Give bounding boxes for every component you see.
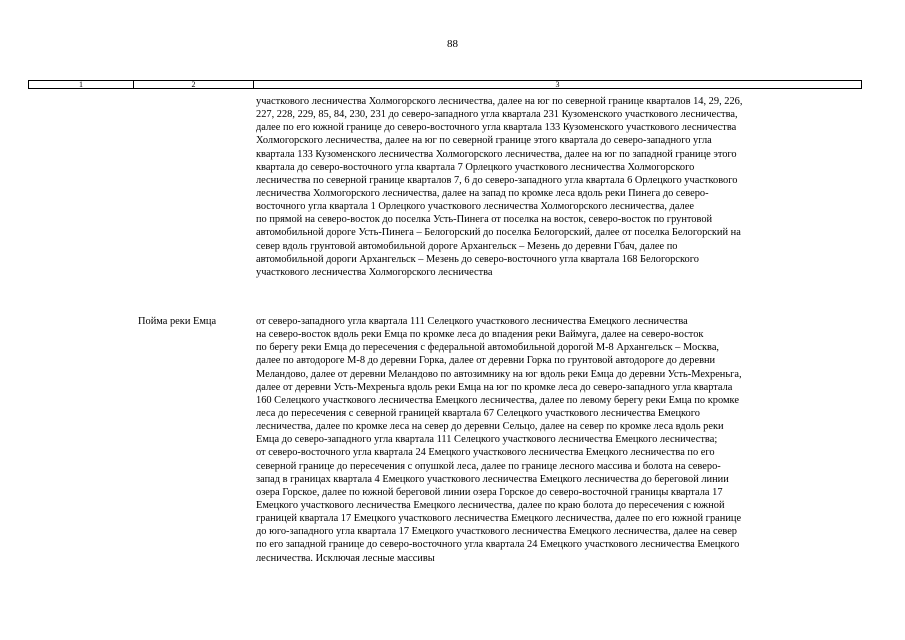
text-line: лесничества Холмогорского лесничества, далее на запад по кромке леса вдоль реки Пинега до северо- <box>256 187 709 199</box>
text-line: границей квартала 17 Емецкого участкового лесничества Емецкого лесничества, далее по его южной границе <box>256 513 742 525</box>
text-line: Холмогорского лесничества, далее на юг по северной границе этого квартала до северо-западного угла <box>256 135 712 147</box>
text-line: по прямой на северо-восток до поселка Усть-Пинега от поселка на восток, северо-восток по грунтовой <box>256 214 713 226</box>
text-line: леса до пересечения с северной границей квартала 67 Селецкого участкового лесничества Емецкого <box>256 407 700 419</box>
text-line: квартала 133 Кузоменского лесничества Холмогорского лесничества, далее на юг по западной границе этого <box>256 148 737 160</box>
text-line: автомобильной дороге Усть-Пинега – Белогорский до поселка Белогорский, далее от поселка Белогорский на <box>256 227 741 239</box>
row1-description <box>256 95 876 279</box>
text-line: по берегу реки Емца до пересечения с федеральной автомобильной дорогой М-8 Архангельск – Москва, <box>256 342 720 354</box>
text-line: восточного угла квартала 1 Орлецкого участкового лесничества Холмогорского лесничества, далее <box>256 201 694 213</box>
text-line: на северо-восток вдоль реки Емца по кромке леса до впадения реки Ваймуга, далее на северо-восток <box>256 329 704 341</box>
text-line: 160 Селецкого участкового лесничества Емецкого лесничества, далее по левому берегу реки Емца по кромке <box>256 394 739 406</box>
text-line: лесничества. Исключая лесные массивы <box>256 552 435 564</box>
text-line: Меландово, далее от деревни Меландово по автозимнику на юг вдоль реки Емца до деревни Усть-Мехреньга, <box>256 368 742 380</box>
column-number-1: 1 <box>29 81 134 88</box>
text-line: лесничества, далее по кромке леса на север до деревни Сельцо, далее на север по кромке леса вдоль реки <box>256 421 724 433</box>
text-line: 227, 228, 229, 85, 84, 230, 231 до северо-западного угла квартала 231 Кузоменского участкового лесничества, <box>256 109 738 121</box>
text-line: квартала до северо-восточного угла квартала 7 Орлецкого участкового лесничества Холмогорского <box>256 161 695 173</box>
text-line: автомобильной дороги Архангельск – Мезень до северо-восточного угла квартала 168 Белогорского <box>256 253 699 265</box>
text-line: далее от деревни Усть-Мехреньга вдоль реки Емца на юг по кромке леса до северо-западного угла квартала <box>256 381 733 393</box>
text-line: от северо-западного угла квартала 111 Селецкого участкового лесничества Емецкого лесничества <box>256 316 688 327</box>
text-line: северной границе до пересечения с опушкой леса, далее по границе лесного массива и болота на северо- <box>256 460 721 472</box>
page-number: 88 <box>447 38 458 50</box>
text-line: запад в границах квартала 4 Емецкого участкового лесничества Емецкого лесничества до береговой линии <box>256 473 729 485</box>
text-line: далее по автодороге М-8 до деревни Горка, далее от деревни Горка по грунтовой автодороге до деревни <box>256 355 716 367</box>
text-line: по его западной границе до северо-восточного угла квартала 24 Емецкого участкового лесничества Емецкого <box>256 539 740 551</box>
text-line: далее по его южной границе до северо-восточного угла квартала 133 Кузоменского участкового лесничества <box>256 122 737 134</box>
text-line: до юго-западного угла квартала 17 Емецкого участкового лесничества Емецкого лесничества, далее на север <box>256 526 737 538</box>
text-line: Емца до северо-западного угла квартала 111 Селецкого участкового лесничества Емецкого лесничества; <box>256 434 718 446</box>
text-line: лесничества по северной границе кварталов 7, 6 до северо-западного угла квартала 6 Орлецкого участкового <box>256 174 738 186</box>
text-line: север вдоль грунтовой автомобильной дороге Архангельск – Мезень до деревни Гбач, далее по <box>256 240 678 252</box>
text-line: от северо-восточного угла квартала 24 Емецкого участкового лесничества Емецкого лесничества по его <box>256 447 715 459</box>
text-line: участкового лесничества Холмогорского лесничества, далее на юг по северной границе кварталов 14, 29, 226, <box>256 96 743 107</box>
text-line: участкового лесничества Холмогорского лесничества <box>256 266 493 278</box>
table-header-row <box>28 80 862 89</box>
row2-name: Пойма реки Емца <box>138 316 217 327</box>
row2-description <box>256 315 876 565</box>
column-number-3: 3 <box>555 80 560 89</box>
text-line: озера Горское, далее по южной береговой линии озера Горское до северо-восточной границы квартала 17 <box>256 486 723 498</box>
column-number-2: 2 <box>134 81 254 88</box>
text-line: Емецкого участкового лесничества Емецкого лесничества, далее по краю болота до пересечения с южной <box>256 499 725 511</box>
